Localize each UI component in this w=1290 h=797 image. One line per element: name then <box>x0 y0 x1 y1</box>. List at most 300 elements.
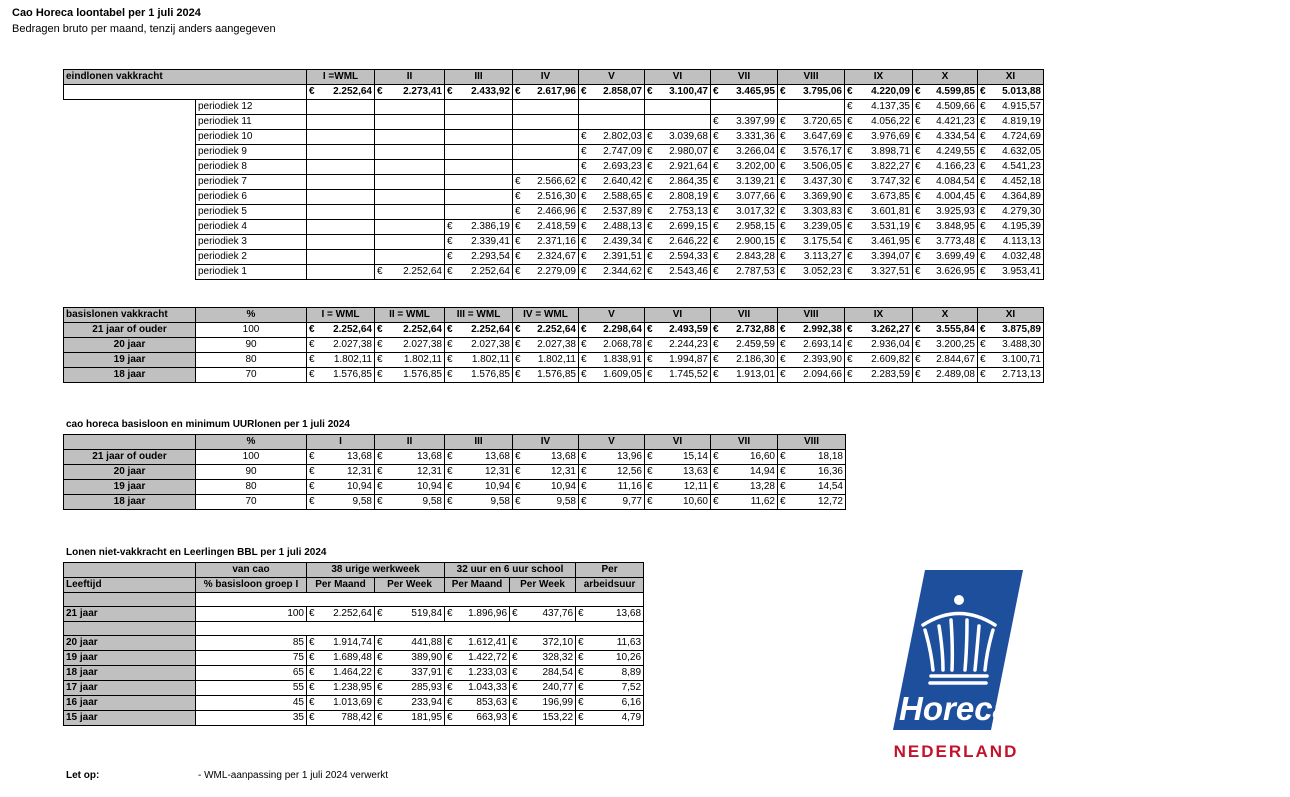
euro-sign: € <box>581 206 587 217</box>
euro-sign: € <box>780 481 786 492</box>
salary-cell <box>375 220 445 235</box>
amount: 3.488,30 <box>1002 339 1041 350</box>
amount: 1.913,01 <box>736 369 775 380</box>
per-week-38-cell <box>375 666 445 681</box>
euro-sign: € <box>447 608 453 619</box>
salary-cell <box>445 338 513 353</box>
salary-cell <box>579 235 645 250</box>
amount: 2.027,38 <box>333 339 372 350</box>
salary-cell <box>845 130 913 145</box>
periodiek-label: periodiek 3 <box>196 235 307 250</box>
salary-cell <box>645 175 711 190</box>
euro-sign: € <box>713 221 719 232</box>
spacer-cell <box>64 593 196 607</box>
amount: 2.864,35 <box>669 176 708 187</box>
euro-sign: € <box>713 496 719 507</box>
hourly-wage-cell <box>778 465 846 480</box>
per-maand-38-cell <box>307 651 375 666</box>
euro-sign: € <box>980 176 986 187</box>
euro-sign: € <box>309 86 315 97</box>
table-row <box>64 681 644 696</box>
euro-sign: € <box>515 221 521 232</box>
euro-sign: € <box>915 101 921 112</box>
amount: 1.576,85 <box>471 369 510 380</box>
salary-cell <box>579 130 645 145</box>
euro-sign: € <box>515 251 521 262</box>
euro-sign: € <box>581 324 587 335</box>
amount: 4.137,35 <box>871 101 910 112</box>
euro-sign: € <box>309 637 315 648</box>
amount: 3.239,05 <box>803 221 842 232</box>
table-row <box>64 480 846 495</box>
table-row <box>64 265 1044 280</box>
salary-cell <box>375 338 445 353</box>
euro-sign: € <box>713 481 719 492</box>
salary-cell <box>778 353 845 368</box>
amount: 2.787,53 <box>736 266 775 277</box>
euro-sign: € <box>915 191 921 202</box>
salary-cell <box>913 130 978 145</box>
amount: 2.488,13 <box>603 221 642 232</box>
amount: 2.094,66 <box>803 369 842 380</box>
euro-sign: € <box>780 191 786 202</box>
euro-sign: € <box>447 251 453 262</box>
amount: 3.113,27 <box>803 251 842 262</box>
pct-header: % <box>196 308 307 323</box>
euro-sign: € <box>309 324 315 335</box>
salary-cell <box>845 100 913 115</box>
euro-sign: € <box>780 146 786 157</box>
amount: 2.344,62 <box>603 266 642 277</box>
euro-sign: € <box>713 176 719 187</box>
spacer-cell <box>64 205 196 220</box>
salary-cell <box>711 338 778 353</box>
euro-sign: € <box>515 266 521 277</box>
amount: 2.588,65 <box>603 191 642 202</box>
amount: 10,60 <box>682 496 708 507</box>
salary-cell <box>845 115 913 130</box>
amount: 1.609,05 <box>603 369 642 380</box>
logo-subtext: NEDERLAND <box>893 742 1019 761</box>
end-salary-cell <box>978 85 1044 100</box>
age-label: 20 jaar <box>64 465 196 480</box>
euro-sign: € <box>581 481 587 492</box>
euro-sign: € <box>713 131 719 142</box>
salary-cell <box>375 190 445 205</box>
amount: 3.555,84 <box>936 324 975 335</box>
euro-sign: € <box>377 466 383 477</box>
amount: 3.266,04 <box>736 146 775 157</box>
table-row <box>64 666 644 681</box>
pct-cell: 75 <box>196 651 307 666</box>
salary-cell <box>913 353 978 368</box>
euro-sign: € <box>647 266 653 277</box>
amount: 1.745,52 <box>669 369 708 380</box>
euro-sign: € <box>309 354 315 365</box>
amount: 3.531,19 <box>871 221 910 232</box>
amount: 4.056,22 <box>871 116 910 127</box>
euro-sign: € <box>713 146 719 157</box>
amount: 3.202,00 <box>736 161 775 172</box>
euro-sign: € <box>581 236 587 247</box>
euro-sign: € <box>847 191 853 202</box>
salary-cell <box>375 100 445 115</box>
salary-cell <box>778 130 845 145</box>
hourly-wage-cell <box>445 450 513 465</box>
salary-cell <box>307 205 375 220</box>
amount: 11,63 <box>616 637 642 648</box>
table-row <box>64 368 1044 383</box>
amount: 2.958,15 <box>736 221 775 232</box>
euro-sign: € <box>780 161 786 172</box>
salary-cell <box>778 235 845 250</box>
amount: 4.819,19 <box>1002 116 1041 127</box>
amount: 3.925,93 <box>936 206 975 217</box>
amount: 7,52 <box>621 682 642 693</box>
salary-cell <box>375 115 445 130</box>
euro-sign: € <box>915 236 921 247</box>
periodiek-label: periodiek 9 <box>196 145 307 160</box>
salary-cell <box>579 250 645 265</box>
amount: 3.576,17 <box>803 146 842 157</box>
age-label: 16 jaar <box>64 696 196 711</box>
euro-sign: € <box>980 339 986 350</box>
amount: 2.068,78 <box>603 339 642 350</box>
amount: 3.017,32 <box>736 206 775 217</box>
amount: 3.175,54 <box>803 236 842 247</box>
amount: 3.369,90 <box>803 191 842 202</box>
table-row <box>64 495 846 510</box>
amount: 2.279,09 <box>537 266 576 277</box>
amount: 13,68 <box>346 451 372 462</box>
amount: 2.252,64 <box>537 324 576 335</box>
euro-sign: € <box>377 354 383 365</box>
euro-sign: € <box>647 466 653 477</box>
amount: 2.980,07 <box>669 146 708 157</box>
end-salary-cell <box>845 85 913 100</box>
salary-cell <box>445 160 513 175</box>
salary-cell <box>978 265 1044 280</box>
scale-header: II <box>375 70 445 85</box>
salary-cell <box>445 175 513 190</box>
salary-cell <box>513 250 579 265</box>
euro-sign: € <box>980 101 986 112</box>
per-maand-32-cell <box>445 636 510 651</box>
salary-cell <box>845 175 913 190</box>
salary-cell <box>513 100 579 115</box>
salary-cell <box>845 353 913 368</box>
euro-sign: € <box>980 266 986 277</box>
age-label: 19 jaar <box>64 651 196 666</box>
euro-sign: € <box>377 652 383 663</box>
amount: 1.689,48 <box>333 652 372 663</box>
salary-cell <box>513 323 579 338</box>
salary-cell <box>978 115 1044 130</box>
age-label: 21 jaar of ouder <box>64 323 196 338</box>
euro-sign: € <box>847 206 853 217</box>
amount: 3.139,21 <box>736 176 775 187</box>
euro-sign: € <box>581 146 587 157</box>
per-maand-32-cell <box>445 696 510 711</box>
euro-sign: € <box>780 131 786 142</box>
table-row <box>64 465 846 480</box>
salary-cell <box>445 235 513 250</box>
salary-cell <box>711 175 778 190</box>
table-row <box>64 235 1044 250</box>
salary-cell <box>513 115 579 130</box>
euro-sign: € <box>512 667 518 678</box>
salary-cell <box>711 115 778 130</box>
amount: 2.273,41 <box>403 86 442 97</box>
euro-sign: € <box>780 266 786 277</box>
amount: 328,32 <box>542 652 574 663</box>
amount: 4.220,09 <box>871 86 910 97</box>
salary-cell <box>307 100 375 115</box>
salary-cell <box>778 220 845 235</box>
euro-sign: € <box>515 86 521 97</box>
spacer-cell <box>64 175 196 190</box>
salary-cell <box>513 368 579 383</box>
amount: 3.898,71 <box>871 146 910 157</box>
salary-cell <box>845 265 913 280</box>
amount: 233,94 <box>411 697 443 708</box>
amount: 1.914,74 <box>333 637 372 648</box>
hourly-wage-cell <box>513 480 579 495</box>
salary-cell <box>978 100 1044 115</box>
scale-header: VI <box>645 70 711 85</box>
scale-header: V <box>579 70 645 85</box>
salary-cell <box>645 205 711 220</box>
amount: 2.459,59 <box>736 339 775 350</box>
amount: 3.397,99 <box>736 116 775 127</box>
amount: 2.252,64 <box>403 324 442 335</box>
header-blank <box>64 435 196 450</box>
salary-cell <box>711 368 778 383</box>
salary-cell <box>711 160 778 175</box>
euro-sign: € <box>447 466 453 477</box>
amount: 9,58 <box>490 496 510 507</box>
basislonen-table <box>63 307 1044 383</box>
euro-sign: € <box>647 339 653 350</box>
salary-cell <box>711 220 778 235</box>
amount: 12,31 <box>416 466 442 477</box>
euro-sign: € <box>377 608 383 619</box>
euro-sign: € <box>980 191 986 202</box>
salary-cell <box>445 190 513 205</box>
euro-sign: € <box>713 206 719 217</box>
euro-sign: € <box>377 481 383 492</box>
salary-cell <box>778 160 845 175</box>
spacer-cell <box>64 100 196 115</box>
hourly-wage-cell <box>375 465 445 480</box>
amount: 3.506,05 <box>803 161 842 172</box>
amount: 18,18 <box>817 451 843 462</box>
scale-header: VIII <box>778 308 845 323</box>
uurlonen-table <box>63 434 846 510</box>
euro-sign: € <box>309 339 315 350</box>
salary-cell <box>645 353 711 368</box>
amount: 1.238,95 <box>333 682 372 693</box>
salary-cell <box>445 100 513 115</box>
per-week-32-cell <box>510 651 576 666</box>
scale-header: I = WML <box>307 308 375 323</box>
salary-cell <box>445 220 513 235</box>
salary-cell <box>711 100 778 115</box>
euro-sign: € <box>847 339 853 350</box>
table-row <box>64 711 644 726</box>
age-label: 21 jaar <box>64 607 196 622</box>
euro-sign: € <box>980 369 986 380</box>
salary-cell <box>513 145 579 160</box>
amount: 2.843,28 <box>736 251 775 262</box>
amount: 519,84 <box>411 608 443 619</box>
hourly-wage-cell <box>711 450 778 465</box>
euro-sign: € <box>980 131 986 142</box>
amount: 2.609,82 <box>871 354 910 365</box>
amount: 10,94 <box>416 481 442 492</box>
logo-text: Horeca <box>899 690 1011 727</box>
salary-cell <box>513 160 579 175</box>
spacer-row <box>64 593 644 607</box>
salary-cell <box>445 265 513 280</box>
salary-cell <box>645 323 711 338</box>
hourly-wage-cell <box>375 450 445 465</box>
euro-sign: € <box>515 324 521 335</box>
euro-sign: € <box>377 324 383 335</box>
euro-sign: € <box>581 369 587 380</box>
euro-sign: € <box>515 191 521 202</box>
amount: 2.566,62 <box>537 176 576 187</box>
euro-sign: € <box>377 712 383 723</box>
amount: 3.747,32 <box>871 176 910 187</box>
salary-cell <box>579 323 645 338</box>
amount: 441,88 <box>411 637 443 648</box>
amount: 3.822,27 <box>871 161 910 172</box>
amount: 2.386,19 <box>471 221 510 232</box>
periodiek-label: periodiek 5 <box>196 205 307 220</box>
euro-sign: € <box>515 466 521 477</box>
amount: 3.848,95 <box>936 221 975 232</box>
euro-sign: € <box>647 131 653 142</box>
euro-sign: € <box>780 86 786 97</box>
amount: 3.461,95 <box>871 236 910 247</box>
euro-sign: € <box>980 354 986 365</box>
age-label: 18 jaar <box>64 666 196 681</box>
amount: 12,31 <box>346 466 372 477</box>
amount: 3.303,83 <box>803 206 842 217</box>
salary-cell <box>645 130 711 145</box>
pct-cell: 35 <box>196 711 307 726</box>
hourly-wage-cell <box>375 480 445 495</box>
amount: 2.391,51 <box>603 251 642 262</box>
amount: 3.100,71 <box>1002 354 1041 365</box>
amount: 13,28 <box>749 481 775 492</box>
end-salary-cell <box>445 85 513 100</box>
euro-sign: € <box>713 116 719 127</box>
amount: 16,60 <box>749 451 775 462</box>
euro-sign: € <box>847 86 853 97</box>
table-row <box>64 205 1044 220</box>
salary-cell <box>513 338 579 353</box>
euro-sign: € <box>847 176 853 187</box>
per-arbeidsuur-cell <box>576 711 644 726</box>
pct-cell: 100 <box>196 450 307 465</box>
salary-cell <box>913 265 978 280</box>
per-arbeidsuur-cell <box>576 607 644 622</box>
table-row <box>64 160 1044 175</box>
euro-sign: € <box>578 712 584 723</box>
salary-cell <box>375 353 445 368</box>
euro-sign: € <box>847 101 853 112</box>
euro-sign: € <box>713 86 719 97</box>
amount: 2.489,08 <box>936 369 975 380</box>
salary-cell <box>913 190 978 205</box>
salary-cell <box>513 235 579 250</box>
header-38-uur: 38 urige werkweek <box>307 563 445 578</box>
amount: 2.713,13 <box>1002 369 1041 380</box>
salary-cell <box>978 130 1044 145</box>
amount: 663,93 <box>476 712 508 723</box>
euro-sign: € <box>447 451 453 462</box>
amount: 1.802,11 <box>333 354 372 365</box>
salary-cell <box>307 368 375 383</box>
euro-sign: € <box>780 339 786 350</box>
pct-header: % <box>196 435 307 450</box>
euro-sign: € <box>780 466 786 477</box>
hourly-wage-cell <box>711 480 778 495</box>
basislonen-title: basislonen vakkracht <box>64 308 196 323</box>
euro-sign: € <box>915 354 921 365</box>
salary-cell <box>579 338 645 353</box>
salary-cell <box>978 323 1044 338</box>
salary-cell <box>375 368 445 383</box>
euro-sign: € <box>713 369 719 380</box>
amount: 2.244,23 <box>669 339 708 350</box>
amount: 3.465,95 <box>736 86 775 97</box>
per-week-32-cell <box>510 636 576 651</box>
amount: 3.699,49 <box>936 251 975 262</box>
spacer-cell <box>64 115 196 130</box>
amount: 2.594,33 <box>669 251 708 262</box>
header-blank <box>64 563 196 578</box>
salary-cell <box>845 235 913 250</box>
per-maand-38-cell <box>307 666 375 681</box>
amount: 12,31 <box>484 466 510 477</box>
amount: 1.233,03 <box>468 667 508 678</box>
euro-sign: € <box>447 266 453 277</box>
hourly-wage-cell <box>307 450 375 465</box>
page-subtitle: Bedragen bruto per maand, tenzij anders aangegeven <box>12 23 276 35</box>
salary-cell <box>307 220 375 235</box>
per-week-38-cell <box>375 696 445 711</box>
periodiek-label: periodiek 10 <box>196 130 307 145</box>
scale-header: III = WML <box>445 308 513 323</box>
euro-sign: € <box>447 86 453 97</box>
amount: 12,31 <box>550 466 576 477</box>
end-salary-cell <box>913 85 978 100</box>
end-salary-row <box>64 85 1044 100</box>
salary-cell <box>645 190 711 205</box>
salary-cell <box>375 235 445 250</box>
salary-cell <box>579 190 645 205</box>
amount: 3.394,07 <box>871 251 910 262</box>
hourly-wage-cell <box>645 480 711 495</box>
amount: 3.331,36 <box>736 131 775 142</box>
scale-header: XI <box>978 308 1044 323</box>
salary-cell <box>845 368 913 383</box>
scale-header: IV <box>513 435 579 450</box>
euro-sign: € <box>647 354 653 365</box>
